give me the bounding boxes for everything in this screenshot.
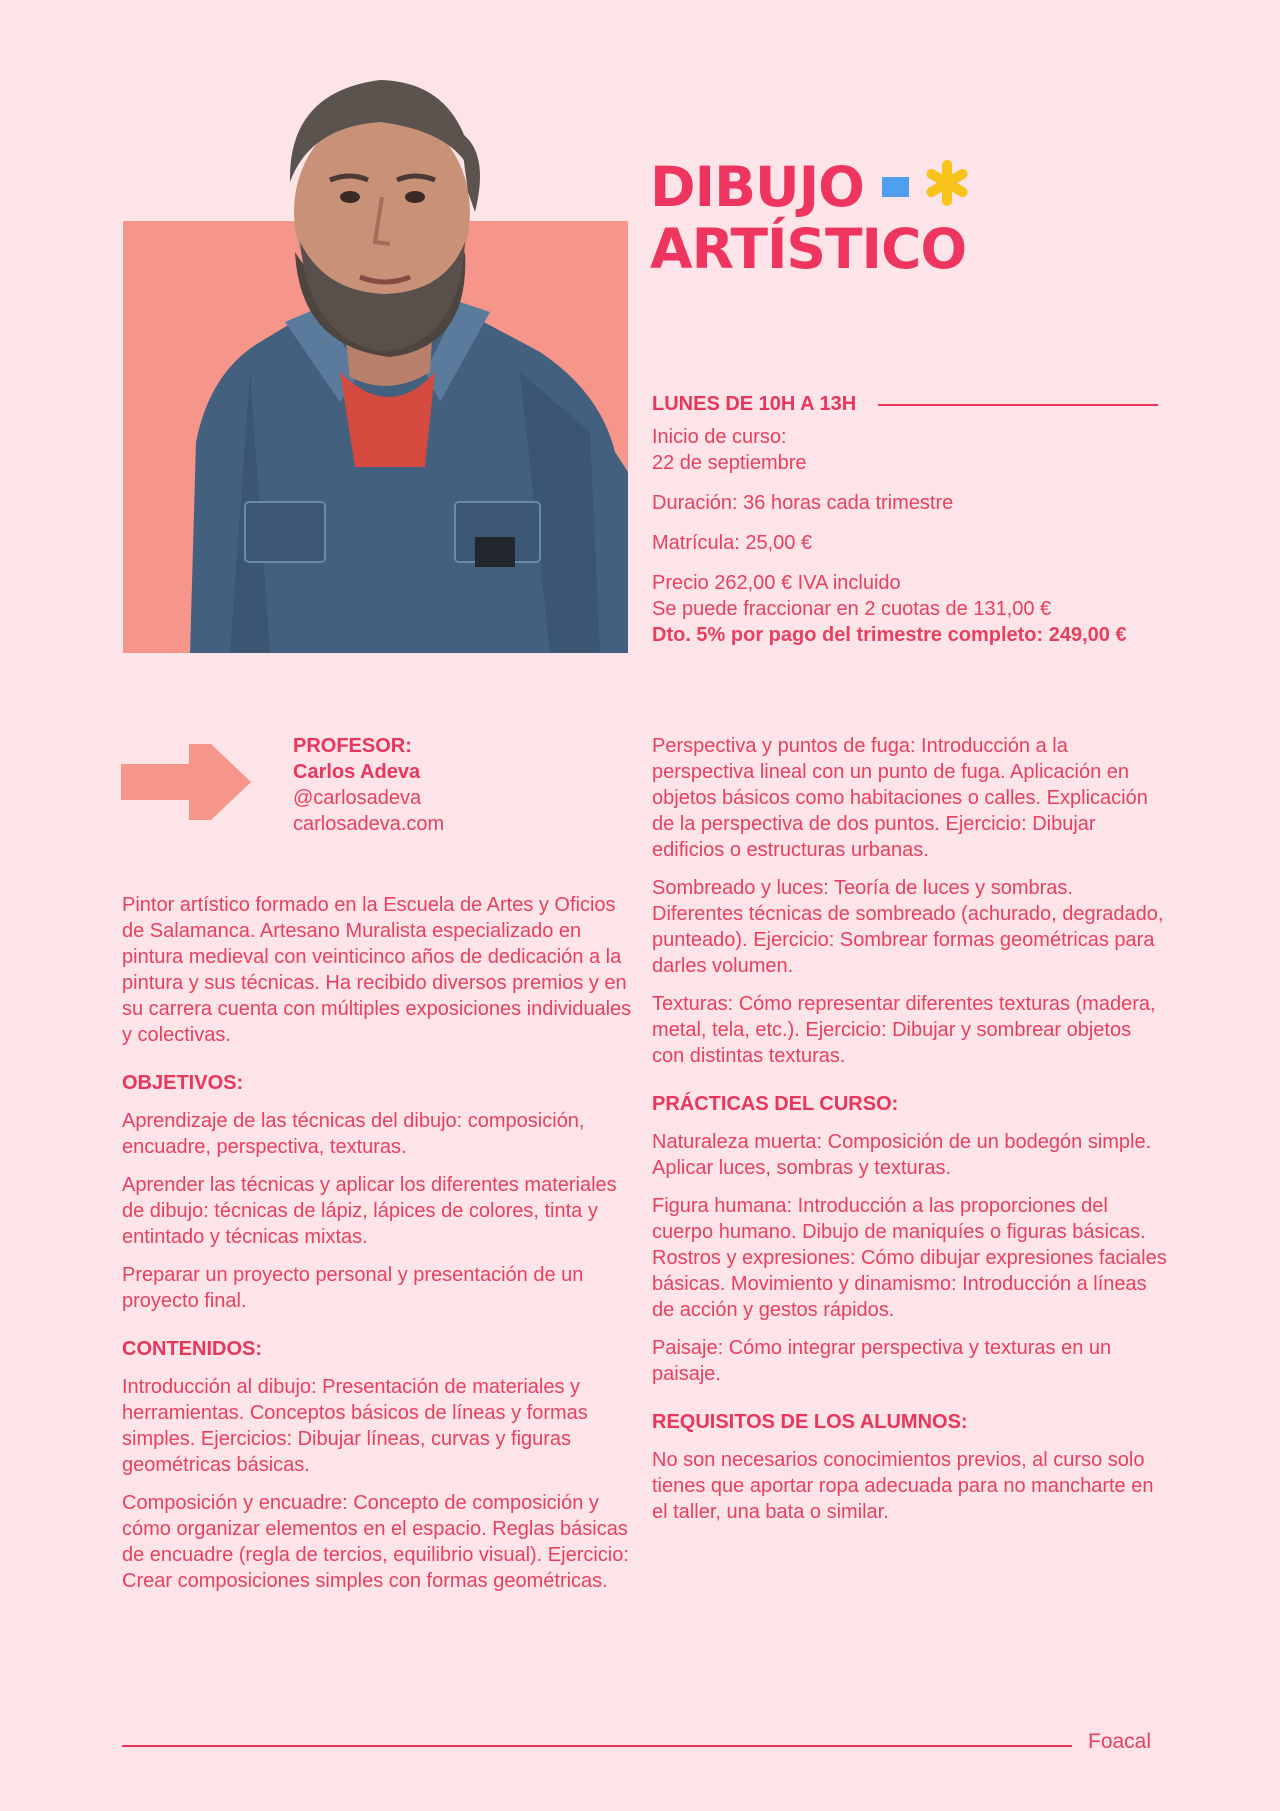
course-title <box>650 155 973 281</box>
title-line-1: DIBUJO <box>650 155 864 219</box>
professor-portrait <box>190 72 628 653</box>
title-line-2: ARTÍSTICO <box>650 216 967 281</box>
practicas-heading: PRÁCTICAS DEL CURSO: <box>652 1093 899 1115</box>
left-column <box>122 892 634 1606</box>
footer-divider <box>122 1745 1072 1747</box>
contenido-item: Composición y encuadre: Concepto de composición y cómo organizar elementos en el espacio. Reglas básicas de encuadre (regla de tercios, equilibrio visual). Ejercicio: Crear composiciones simples con formas geométricas. <box>122 1492 629 1592</box>
objetivo-item: Preparar un proyecto personal y presentación de un proyecto final. <box>122 1264 584 1312</box>
schedule-details <box>652 424 1172 662</box>
requisitos-heading: REQUISITOS DE LOS ALUMNOS: <box>652 1411 968 1433</box>
professor-handle[interactable]: @carlosadeva <box>293 787 422 809</box>
enrollment-fee: Matrícula: 25,00 € <box>652 532 813 554</box>
footer-brand: Foacal <box>1088 1730 1152 1753</box>
requisitos-text: No son necesarios conocimientos previos, al curso solo tienes que aportar ropa adecuada para no mancharte en el taller, una bata o similar. <box>652 1449 1154 1523</box>
schedule-divider <box>878 404 1158 406</box>
arrow-right-icon <box>121 744 251 820</box>
start-date: 22 de septiembre <box>652 452 807 474</box>
duration: Duración: 36 horas cada trimestre <box>652 492 954 514</box>
start-label: Inicio de curso: <box>652 426 787 448</box>
professor-name: Carlos Adeva <box>293 761 421 783</box>
contenido-item: Introducción al dibujo: Presentación de materiales y herramientas. Conceptos básicos de líneas y formas simples. Ejercicios: Dibujar líneas, curvas y figuras geométricas básicas. <box>122 1376 588 1476</box>
professor-info <box>293 733 444 837</box>
installments: Se puede fraccionar en 2 cuotas de 131,00 € <box>652 598 1052 620</box>
discount: Dto. 5% por pago del trimestre completo: 249,00 € <box>652 624 1127 646</box>
professor-label: PROFESOR: <box>293 735 412 757</box>
professor-website[interactable]: carlosadeva.com <box>293 813 445 835</box>
right-column <box>652 733 1167 1537</box>
contenidos-heading: CONTENIDOS: <box>122 1338 262 1360</box>
objetivo-item: Aprender las técnicas y aplicar los diferentes materiales de dibujo: técnicas de lápiz, lápices de colores, tinta y entintado y técnicas mixtas. <box>122 1174 617 1248</box>
price: Precio 262,00 € IVA incluido <box>652 572 901 594</box>
contenido-item: Sombreado y luces: Teoría de luces y sombras. Diferentes técnicas de sombreado (achurado, degradado, punteado). Ejercicio: Sombrear formas geométricas para darles volumen. <box>652 877 1164 977</box>
practica-item: Naturaleza muerta: Composición de un bodegón simple. Aplicar luces, sombras y texturas. <box>652 1131 1152 1179</box>
practica-item: Figura humana: Introducción a las proporciones del cuerpo humano. Dibujo de maniquíes o figuras básicas. Rostros y expresiones: Cómo dibujar expresiones faciales básicas. Movimiento y dinamismo: Introducción a líneas de acción y gestos rápidos. <box>652 1195 1167 1321</box>
contenido-item: Perspectiva y puntos de fuga: Introducción a la perspectiva lineal con un punto de fuga. Aplicación en objetos básicos como habitaciones o calles. Explicación de la perspectiva de dos puntos. Ejercicio: Dibujar edificios o estructuras urbanas. <box>652 735 1148 861</box>
schedule-heading: LUNES DE 10H A 13H <box>652 392 1158 418</box>
contenido-item: Texturas: Cómo representar diferentes texturas (madera, metal, tela, etc.). Ejercicio: Dibujar y sombrear objetos con distintas texturas. <box>652 993 1156 1067</box>
blue-square-icon <box>882 177 909 197</box>
professor-bio: Pintor artístico formado en la Escuela de Artes y Oficios de Salamanca. Artesano Muralista especializado en pintura medieval con veinticinco años de dedicación a la pintura y sus técnicas. Ha recibido diversos premios y en su carrera cuenta con múltiples exposiciones individuales y colectivas. <box>122 894 632 1046</box>
practica-item: Paisaje: Cómo integrar perspectiva y texturas en un paisaje. <box>652 1337 1112 1385</box>
objetivos-heading: OBJETIVOS: <box>122 1072 244 1094</box>
objetivo-item: Aprendizaje de las técnicas del dibujo: composición, encuadre, perspectiva, texturas. <box>122 1110 585 1158</box>
asterisk-icon <box>921 158 973 216</box>
